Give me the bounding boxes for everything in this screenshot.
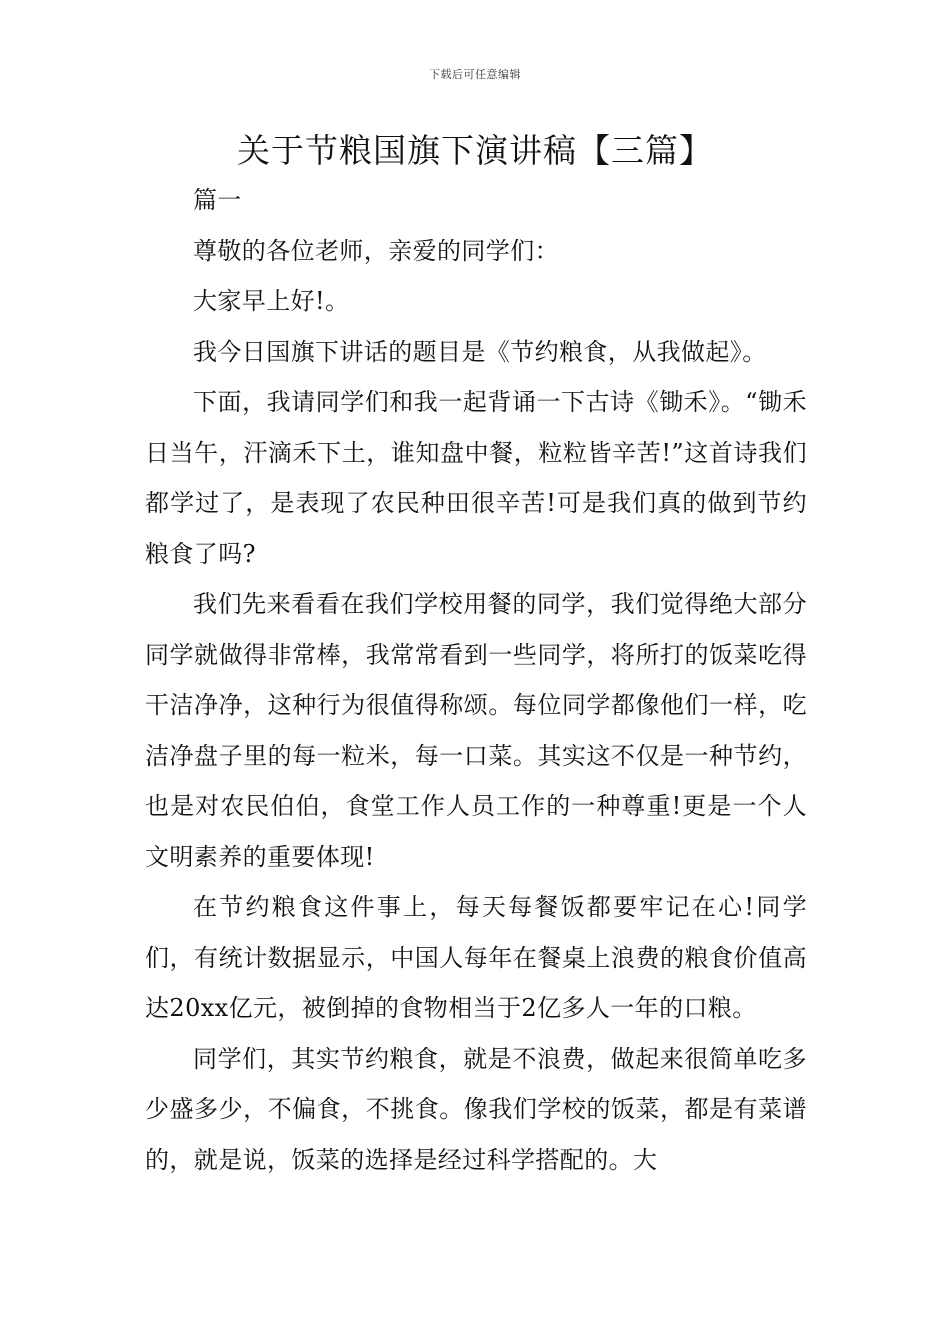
paragraph-greeting: 大家早上好!。 bbox=[193, 287, 350, 315]
paragraph-cafeteria: 我们先来看看在我们学校用餐的同学，我们觉得绝大部分同学就做得非常棒，我常常看到一些同学，将所打的饭菜吃得干洁净净，这种行为很值得称颂。每位同学都像他们一样，吃洁净盘子里的每一粒米，每一口菜。其实这不仅是一种节约，也是对农民伯伯，食堂工作人员工作的一种尊重!更是一个人文明素养的重要体现! bbox=[145, 590, 807, 871]
paragraph-section-label: 篇一 bbox=[193, 186, 242, 214]
document-body bbox=[145, 175, 807, 1185]
paragraph-simple-saving: 同学们，其实节约粮食，就是不浪费，做起来很简单吃多少盛多少，不偏食，不挑食。像我们学校的饭菜，都是有菜谱的，就是说，饭菜的选择是经过科学搭配的。大 bbox=[145, 1044, 807, 1174]
paragraph-statistics: 在节约粮食这件事上，每天每餐饭都要牢记在心!同学们，有统计数据显示，中国人每年在餐桌上浪费的粮食价值高达20xx亿元，被倒掉的食物相当于2亿多人一年的口粮。 bbox=[145, 893, 807, 1022]
header-note: 下载后可任意编辑 bbox=[429, 68, 521, 81]
paragraph-salutation: 尊敬的各位老师，亲爱的同学们： bbox=[193, 236, 559, 265]
document-title: 关于节粮国旗下演讲稿【三篇】 bbox=[237, 131, 713, 170]
paragraph-poem: 下面，我请同学们和我一起背诵一下古诗《锄禾》。“锄禾日当午，汗滴禾下土，谁知盘中餐，粒粒皆辛苦!”这首诗我们都学过了，是表现了农民种田很辛苦!可是我们真的做到节约粮食了吗? bbox=[145, 388, 807, 568]
paragraph-topic: 我今日国旗下讲话的题目是《节约粮食，从我做起》。 bbox=[193, 337, 767, 366]
